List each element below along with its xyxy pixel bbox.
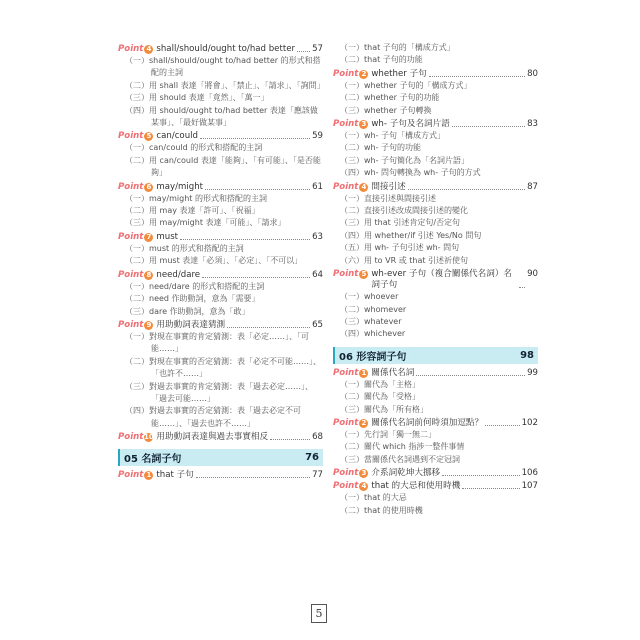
- subtopic-item: （四）用 should/ought to/had better 表達「應該做某事」、「最好做某事」: [125, 105, 318, 128]
- subtopic-item: （一）that 子句的「構成方式」: [340, 43, 455, 52]
- point-word: Point: [333, 468, 359, 479]
- subtopic-item: （二）關代 which 指涉一整件事情: [340, 442, 465, 452]
- point-number-badge: 1: [359, 369, 368, 378]
- subtopic-item: （三）wh- 子句簡化為「名詞片語」: [340, 155, 470, 165]
- section-page-number: 98: [520, 349, 534, 361]
- point-number-badge: 3: [359, 469, 368, 478]
- entry-title: 間接引述: [371, 181, 406, 192]
- entry-page-number: 90: [527, 269, 538, 280]
- subtopic-item: （四）wh- 問句轉換為 wh- 子句的方式: [340, 168, 481, 178]
- subtopic-item: （一）need/dare 的形式和搭配的主詞: [125, 281, 265, 291]
- point-word: Point: [118, 181, 144, 192]
- subtopic-item: （二）直接引述改成間接引述的變化: [340, 206, 468, 216]
- entry-page-number: 102: [521, 417, 538, 428]
- entry-title: need/dare: [156, 269, 201, 280]
- toc-entry[interactable]: [333, 418, 538, 429]
- dot-leader: [408, 182, 525, 190]
- entry-page-number: 83: [527, 119, 538, 130]
- point-number-badge: 2: [359, 419, 368, 428]
- entry-text: [371, 481, 538, 492]
- entry-text: [156, 182, 323, 193]
- entry-page-number: 107: [521, 481, 538, 492]
- entry-page-number: 106: [521, 468, 538, 479]
- subtopic-item: （三）用 may/might 表達「可能」、「請求」: [125, 218, 286, 228]
- subtopic-item: （三）whether 子句轉換: [340, 105, 432, 115]
- point-word: Point: [118, 432, 144, 443]
- subtopic-item: （二）用 can/could 表達「能夠」、「有可能」、「是否能夠」: [125, 155, 321, 178]
- point-label: [118, 432, 156, 443]
- subtopic-item: （二）that 子句的功能: [340, 55, 423, 65]
- section-page-number: 76: [305, 452, 319, 464]
- entry-page-number: 63: [312, 231, 323, 242]
- subtopic-item: （三）用 that 引述肯定句/否定句: [340, 218, 461, 228]
- subtopic-item: （一）直接引述與間接引述: [340, 193, 436, 203]
- toc-right-column: [333, 42, 538, 517]
- dot-leader: [227, 320, 310, 328]
- toc-entry[interactable]: [118, 432, 323, 443]
- toc-entry[interactable]: [118, 470, 323, 481]
- dot-leader: [205, 182, 310, 190]
- entry-title: 用助動詞表達猜測: [156, 319, 226, 330]
- entry-text: [371, 69, 538, 80]
- entry-title: wh-ever 子句（複合關係代名詞）名詞子句: [371, 269, 513, 291]
- subtopic-item: （二）need 作助動詞，意為「需要」: [125, 294, 260, 304]
- point-number-badge: 6: [144, 183, 153, 192]
- entry-text: [156, 432, 323, 443]
- subtopic-item: （一）關代為「主格」: [340, 379, 420, 389]
- point-label: [118, 232, 156, 243]
- subtopic-item: （一）whether 子句的「構成方式」: [340, 80, 472, 90]
- point-label: [118, 182, 156, 193]
- subtopic-item: （三）當關係代名詞遇到不定冠詞: [340, 454, 460, 464]
- subtopic-item: （三）whatever: [340, 316, 402, 326]
- point-number-badge: 4: [144, 45, 153, 54]
- entry-title: wh- 子句及名詞片語: [371, 119, 450, 130]
- entry-page-number: 64: [312, 269, 323, 280]
- entry-text: [156, 470, 323, 481]
- subtopic-item: （二）用 must 表達「必須」、「必定」、「不可以」: [125, 256, 303, 266]
- toc-entry[interactable]: [118, 131, 323, 142]
- entry-title: whether 子句: [371, 68, 427, 79]
- entry-title: must: [156, 231, 179, 242]
- toc-entry[interactable]: [333, 182, 538, 193]
- point-label: [333, 468, 371, 479]
- subtopic-item: （五）用 wh- 子句引述 wh- 問句: [340, 243, 460, 253]
- entry-page-number: 57: [312, 44, 323, 54]
- point-word: Point: [333, 481, 359, 492]
- entry-title: that 子句: [156, 470, 194, 481]
- entry-title: shall/should/ought to/had better: [156, 44, 296, 54]
- point-number-badge: 4: [359, 482, 368, 491]
- entry-page-number: 68: [312, 432, 323, 443]
- subtopic-item: （四）用 whether/if 引述 Yes/No 問句: [340, 230, 482, 240]
- entry-page-number: 65: [312, 319, 323, 330]
- dot-leader: [196, 470, 310, 478]
- subtopic-item: （二）whether 子句的功能: [340, 93, 440, 103]
- point-label: [333, 481, 371, 492]
- entry-title: can/could: [156, 131, 198, 142]
- subtopic-item: （一）can/could 的形式和搭配的主詞: [125, 143, 263, 153]
- point-label: [333, 182, 371, 193]
- point-word: Point: [333, 417, 359, 428]
- point-word: Point: [333, 119, 359, 130]
- entry-text: [371, 368, 538, 379]
- subtopic-item: （二）wh- 子句的功能: [340, 143, 422, 153]
- entry-text: [371, 182, 538, 193]
- dot-leader: [442, 468, 519, 476]
- point-label: [118, 470, 156, 481]
- point-label: [118, 320, 156, 331]
- dot-leader: [462, 481, 519, 489]
- subtopic-item: （一）wh- 子句「構成方式」: [340, 131, 446, 141]
- toc-entry[interactable]: [118, 320, 323, 331]
- toc-entry[interactable]: [118, 270, 323, 281]
- point-number-badge: 7: [144, 233, 153, 242]
- section-header[interactable]: [118, 449, 323, 466]
- entry-text: [371, 119, 538, 130]
- subtopic-item: （一）先行詞「獨一無二」: [340, 429, 436, 439]
- entry-title: 用助動詞表達與過去事實相反: [156, 432, 269, 443]
- subtopic-item: （二）關代為「受格」: [340, 392, 420, 402]
- point-number-badge: 3: [359, 120, 368, 129]
- toc-entry[interactable]: [333, 69, 538, 80]
- entry-text: [371, 269, 538, 291]
- subtopic-item: （一）shall/should/ought to/had better 的形式和搭配的主詞: [125, 56, 321, 78]
- entry-title: 介系詞乾坤大挪移: [371, 468, 441, 479]
- point-number-badge: 1: [144, 471, 153, 480]
- point-word: Point: [333, 181, 359, 192]
- section-title: 05 名詞子句: [124, 454, 182, 466]
- toc-left-column: [118, 42, 323, 481]
- point-label: [118, 44, 156, 55]
- dot-leader: [416, 368, 525, 376]
- dot-leader: [429, 69, 525, 77]
- entry-text: [371, 468, 538, 479]
- subtopic-item: （一）whoever: [340, 292, 399, 302]
- entry-page-number: 80: [527, 68, 538, 79]
- entry-text: [156, 270, 323, 281]
- subtopic-item: （四）對過去事實的否定猜測：表「過去必定不可能……」、「過去也許不……」: [125, 406, 301, 428]
- point-number-badge: 5: [144, 132, 153, 141]
- dot-leader: [202, 270, 310, 278]
- point-word: Point: [333, 367, 359, 378]
- subtopic-item: （三）對過去事實的肯定猜測：表「過去必定……」、「過去可能……」: [125, 381, 313, 403]
- point-number-badge: 5: [359, 270, 368, 279]
- point-label: [118, 131, 156, 142]
- entry-text: [156, 232, 323, 243]
- entry-page-number: 87: [527, 181, 538, 192]
- section-header[interactable]: [333, 347, 538, 364]
- subtopic-item: （三）關代為「所有格」: [340, 404, 428, 414]
- point-label: [333, 418, 371, 429]
- toc-entry[interactable]: [118, 182, 323, 193]
- page-number: 5: [311, 604, 327, 623]
- point-label: [333, 368, 371, 379]
- subtopic-item: （二）that 的使用時機: [340, 505, 423, 515]
- point-word: Point: [333, 68, 359, 79]
- entry-page-number: 59: [312, 131, 323, 142]
- subtopic-item: （二）用 shall 表達「將會」、「禁止」、「請求」、「詢問」: [125, 80, 325, 90]
- toc-entry[interactable]: [333, 269, 538, 291]
- point-number-badge: 9: [144, 321, 153, 330]
- subtopic-item: （一）對現在事實的肯定猜測：表「必定……」、「可能……」: [125, 331, 309, 354]
- section-title: 06 形容詞子句: [339, 351, 407, 363]
- point-word: Point: [118, 131, 144, 142]
- dot-leader: [270, 432, 310, 440]
- dot-leader: [200, 131, 310, 139]
- dot-leader: [180, 232, 310, 240]
- point-word: Point: [118, 269, 144, 280]
- dot-leader: [297, 44, 310, 52]
- point-number-badge: 4: [359, 183, 368, 192]
- toc-entry[interactable]: [118, 232, 323, 243]
- subtopic-item: （二）用 may 表達「許可」、「祝福」: [125, 206, 260, 216]
- dot-leader: [519, 269, 525, 288]
- entry-page-number: 61: [312, 181, 323, 192]
- dot-leader: [452, 119, 525, 127]
- point-label: [333, 269, 371, 280]
- point-word: Point: [118, 470, 144, 481]
- toc-entry[interactable]: [333, 481, 538, 492]
- subtopic-item: （一）must 的形式和搭配的主詞: [125, 243, 244, 253]
- entry-text: [371, 418, 538, 429]
- toc-entry[interactable]: [118, 44, 323, 55]
- entry-page-number: 99: [527, 367, 538, 378]
- subtopic-item: （一）that 的大忌: [340, 493, 407, 503]
- toc-entry[interactable]: [333, 468, 538, 479]
- subtopic-item: （一）may/might 的形式和搭配的主詞: [125, 193, 267, 203]
- subtopic-item: （二）對現在事實的否定猜測：表「必定不可能……」、「也許不……」: [125, 356, 321, 379]
- point-number-badge: 2: [359, 70, 368, 79]
- entry-page-number: 77: [312, 470, 323, 481]
- entry-text: [156, 131, 323, 142]
- entry-title: that 的大忌和使用時機: [371, 481, 461, 492]
- subtopic-item: （四）whichever: [340, 329, 406, 339]
- point-word: Point: [118, 319, 144, 330]
- toc-entry[interactable]: [333, 368, 538, 379]
- subtopic-item: （三）用 should 表達「竟然」、「萬一」: [125, 93, 269, 103]
- toc-entry[interactable]: [333, 119, 538, 130]
- entry-text: [156, 44, 323, 55]
- subtopic-item: （二）whomever: [340, 304, 407, 314]
- subtopic-item: （三）dare 作助動詞，意為「敢」: [125, 306, 250, 316]
- point-label: [333, 69, 371, 80]
- point-word: Point: [333, 269, 359, 280]
- point-word: Point: [118, 44, 144, 54]
- point-label: [118, 270, 156, 281]
- dot-leader: [485, 418, 519, 426]
- point-word: Point: [118, 231, 144, 242]
- entry-title: 關係代名詞前何時須加逗點？: [371, 417, 484, 428]
- entry-title: 關係代名詞: [371, 367, 415, 378]
- point-number-badge: 8: [144, 271, 153, 280]
- entry-text: [156, 320, 323, 331]
- point-label: [333, 119, 371, 130]
- subtopic-item: （六）用 to VR 或 that 引述祈使句: [340, 255, 469, 265]
- point-number-badge: 10: [144, 433, 154, 442]
- entry-title: may/might: [156, 181, 204, 192]
